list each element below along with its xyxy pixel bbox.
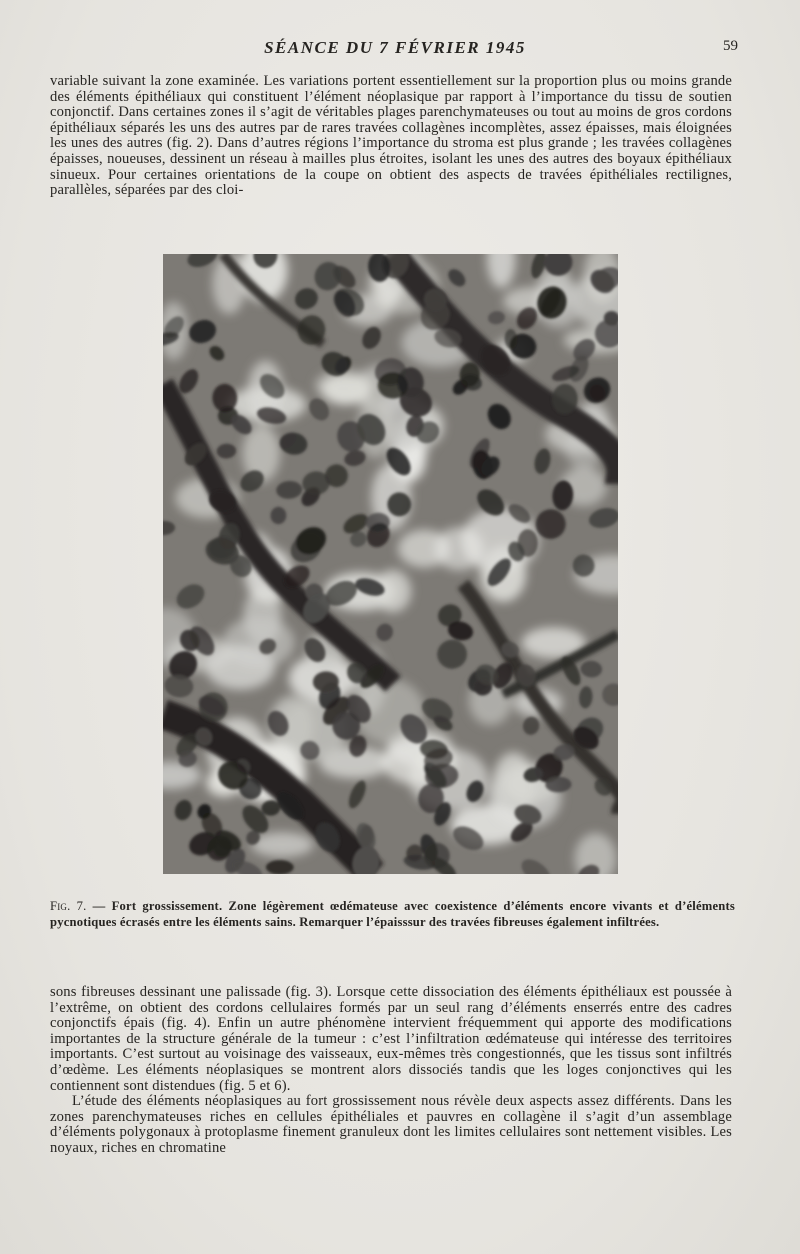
paragraph: L’étude des éléments néoplasiques au fort grossissement nous révèle deux aspects assez différents. Dans les zones parenchymateuses riches en cellules épithéliales et pauvres en collagène il s’agit d’un assemblage d’éléments polygonaux à protoplasme finement granuleux dont les limites cellulaires sont nettement visibles. Les noyaux, riches en chromatine: [50, 1093, 732, 1156]
figure-caption-text: — Fort grossissement. Zone légèrement œdémateuse avec coexistence d’éléments encore vivants et d’éléments pycnotiques écrasés entre les éléments sains. Remarquer l’épaisssur des travées fibreuses également infiltrées.: [50, 899, 735, 929]
figure-caption: [50, 898, 735, 930]
paragraph: sons fibreuses dessinant une palissade (fig. 3). Lorsque cette dissociation des éléments épithéliaux est poussée à l’extrême, on obtient des cordons cellulaires formés par un seul rang d’éléments enserrés entre des cadres conjonctifs épais (fig. 4). Enfin un autre phénomène intervient fréquemment qui apporte des modifications importantes de la structure générale de la tumeur : c’est l’infiltration œdémateuse qui intéresse des territoires importants. C’est surtout au voisinage des vaisseaux, eux-mêmes très congestionnés, que les tissus sont infiltrés d’œdème. Les éléments néoplasiques se montrent alors dissociés tandis que les loges conjonctives qui les contiennent sont distendues (fig. 5 et 6).: [50, 984, 732, 1094]
page-header: [50, 38, 740, 62]
running-head: SÉANCE DU 7 FÉVRIER 1945: [264, 38, 526, 57]
micrograph-image: [163, 254, 618, 874]
paragraph: variable suivant la zone examinée. Les variations portent essentiellement sur la proportion plus ou moins grande des éléments épithéliaux qui constituent l’élément néoplasique par rapport à l’importance du tissu de soutien conjonctif. Dans certaines zones il s’agit de véritables plages parenchymateuses ou tout au moins de gros cordons épithéliaux séparés les uns des autres par de rares travées collagènes incomplètes, assez épaisses, mais éloignées les unes des autres (fig. 2). Dans d’autres régions l’importance du stroma est plus grande ; les travées collagènes épaisses, noueuses, dessinent un réseau à mailles plus étroites, isolant les unes des autres des boyaux épithéliaux sinueux. Pour certaines orientations de la coupe on obtient des aspects de travées épithéliales rectilignes, parallèles, séparées par des cloi-: [50, 73, 732, 199]
figure-label: Fig. 7.: [50, 899, 87, 913]
page-number: 59: [723, 38, 738, 54]
micrograph-figure: [163, 254, 618, 874]
body-text-top: [50, 74, 732, 199]
body-text-bottom: [50, 985, 732, 1157]
